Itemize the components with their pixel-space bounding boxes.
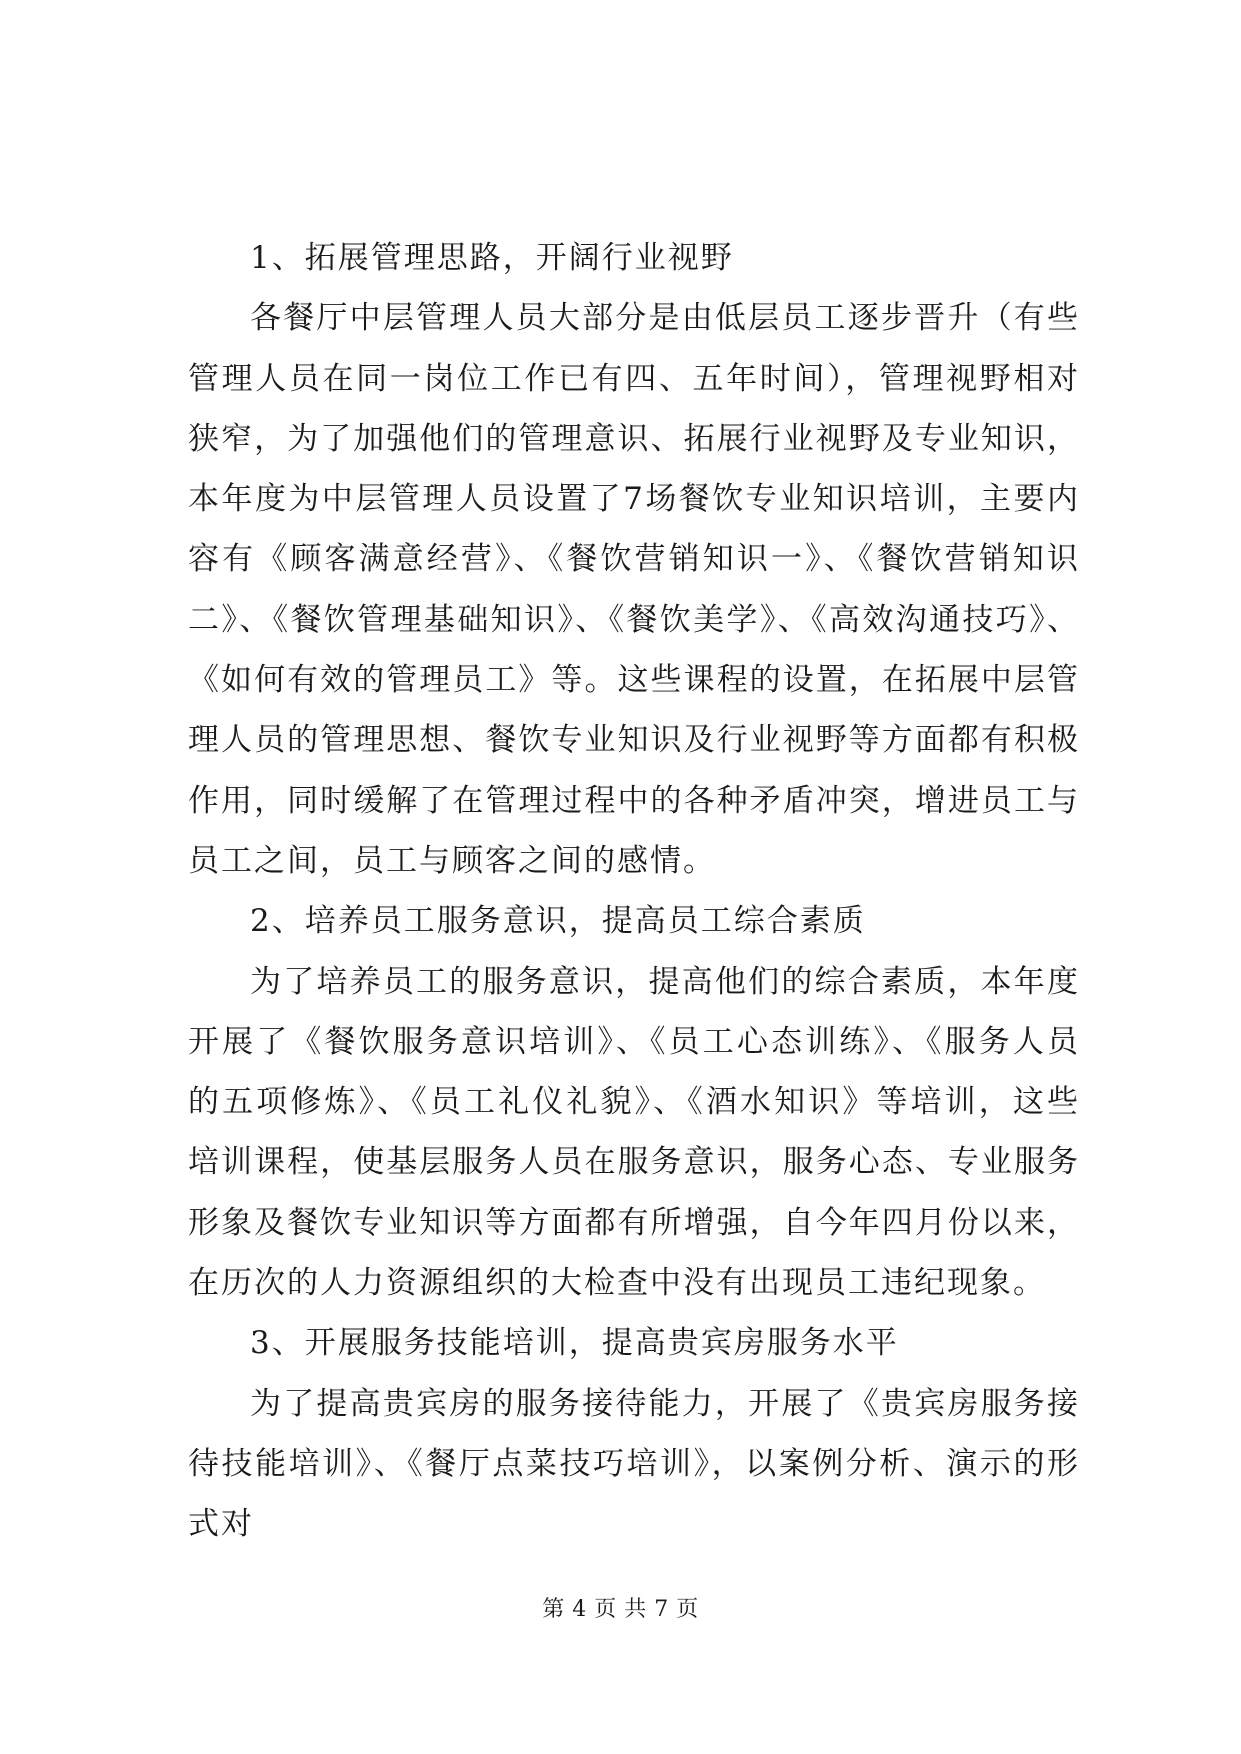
body-paragraph-1: 各餐厅中层管理人员大部分是由低层员工逐步晋升（有些管理人员在同一岗位工作已有四、五年时间），管理视野相对狭窄，为了加强他们的管理意识、拓展行业视野及专业知识，本年度为中层管理人员设置了7场餐饮专业知识培训，主要内容有《顾客满意经营》、《餐饮营销知识一》、《餐饮营销知识二》、《餐饮管理基础知识》、《餐饮美学》、《高效沟通技巧》、《如何有效的管理员工》等。这些课程的设置，在拓展中层管理人员的管理思想、餐饮专业知识及行业视野等方面都有积极作用，同时缓解了在管理过程中的各种矛盾冲突，增进员工与员工之间，员工与顾客之间的感情。	[188, 300, 1080, 879]
section-heading-3: 3、开展服务技能培训，提高贵宾房服务水平	[250, 1325, 899, 1362]
body-paragraph-2: 为了培养员工的服务意识，提高他们的综合素质，本年度开展了《餐饮服务意识培训》、《员工心态训练》、《服务人员的五项修炼》、《员工礼仪礼貌》、《酒水知识》等培训，这些培训课程，使基层服务人员在服务意识，服务心态、专业服务形象及餐饮专业知识等方面都有所增强，自今年四月份以来，在历次的人力资源组织的大检查中没有出现员工违纪现象。	[188, 963, 1080, 1302]
section-heading-2: 2、培养员工服务意识，提高员工综合素质	[250, 903, 866, 940]
page-number-footer: 第 4 页 共 7 页	[542, 1597, 699, 1622]
body-paragraph-3: 为了提高贵宾房的服务接待能力，开展了《贵宾房服务接待技能培训》、《餐厅点菜技巧培训》，以案例分析、演示的形式对	[188, 1385, 1080, 1543]
page-body	[188, 228, 1080, 1555]
section-heading-1: 1、拓展管理思路，开阔行业视野	[250, 240, 734, 276]
